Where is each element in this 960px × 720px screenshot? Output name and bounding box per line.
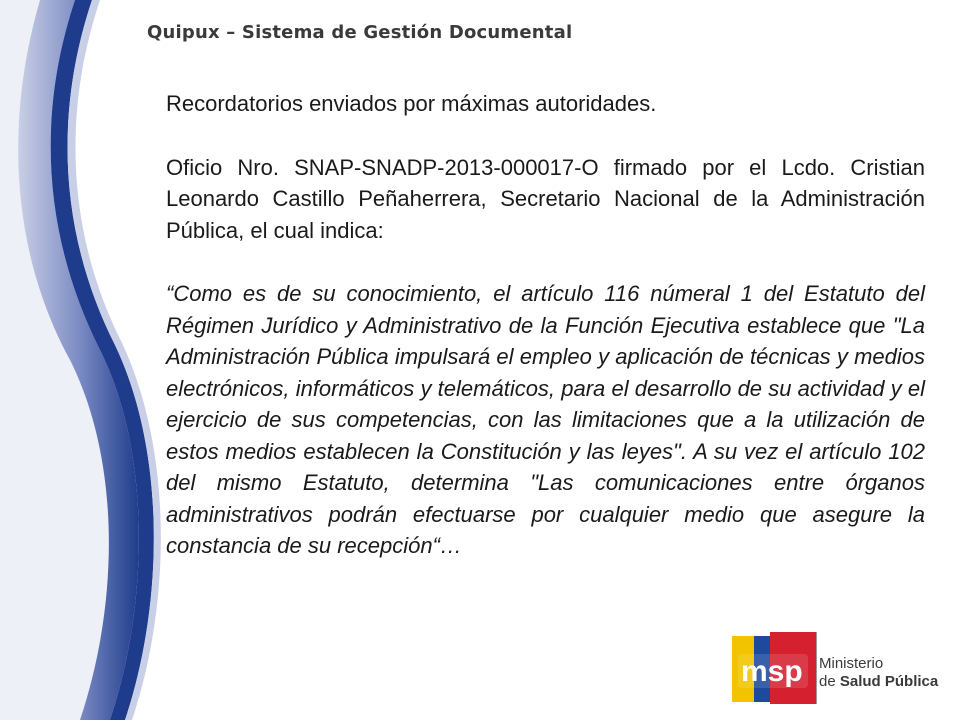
logo-text-line2 [819,673,938,691]
logo-text-prefix: de [819,673,840,690]
logo-mark: msp [741,655,803,688]
oficio-paragraph: Oficio Nro. SNAP-SNADP-2013-000017-O firmado por el Lcdo. Cristian Leonardo Castillo Peñaherrera, Secretario Nacional de la Administración Pública, el cual indica: [166,154,925,243]
quote-paragraph: “Como es de su conocimiento, el artículo 116 númeral 1 del Estatuto del Régimen Jurídico y Administrativo de la Función Ejecutiva establece que "La Administración Pública impulsará el empleo y aplicación de técnicas y medios electrónicos, informáticos y telemáticos, para el desarrollo de su actividad y el ejercicio de sus competencias, con las limitaciones que a la utilización de estos medios establecen la Constitución y las leyes". A su vez el artículo 102 del mismo Estatuto, determina "Las comunicaciones entre órganos administrativos podrán efectuarse por cualquier medio que asegure la constancia de su recepción“… [166,281,925,558]
page-header-title: Quipux – Sistema de Gestión Documental [147,22,573,43]
slide-heading: Recordatorios enviados por máximas autoridades. [166,91,657,116]
slide-content [166,88,925,562]
logo-text-bold: Salud Pública [839,673,939,690]
logo-text-line1: Ministerio [819,655,884,672]
